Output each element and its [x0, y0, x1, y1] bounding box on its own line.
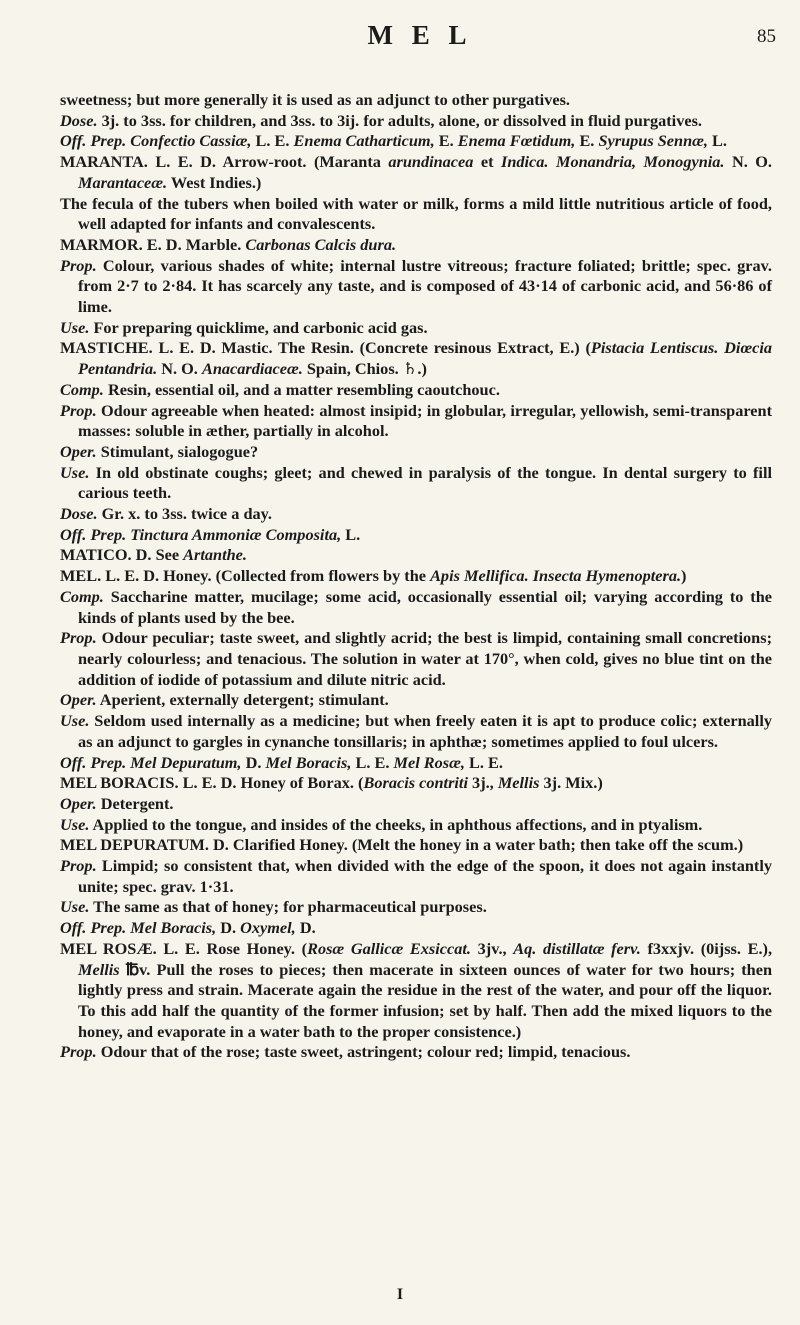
italic-text: Marantaceæ.: [78, 172, 168, 192]
entry-paragraph: [60, 566, 772, 587]
text-run: MATICO. D. See: [60, 545, 184, 565]
text-run: Spain, Chios. ♄.): [302, 359, 427, 379]
text-run: Stimulant, sialogogue?: [96, 441, 259, 461]
text-run: Odour that of the rose; taste sweet, astringent; colour red; limpid, tenacious.: [96, 1042, 631, 1062]
entry-paragraph: [60, 856, 772, 897]
text-run: 3j. to 3ss. for children, and 3ss. to 3ij. for adults, alone, or dissolved in fluid purgatives.: [97, 110, 702, 130]
text-run: et: [473, 152, 501, 172]
entry-paragraph: [60, 111, 772, 132]
italic-text: Carbonas Calcis dura.: [245, 234, 397, 254]
text-run: sweetness; but more generally it is used as an adjunct to other purgatives.: [60, 90, 570, 109]
italic-text: Comp.: [60, 379, 104, 399]
italic-text: Off. Prep. Mel Boracis,: [60, 918, 217, 938]
entry-paragraph: [60, 152, 772, 193]
italic-text: Prop.: [60, 856, 97, 876]
text-run: Saccharine matter, mucilage; some acid, occasionally essential oil; varying according to the kinds of plants used by the bee.: [78, 586, 772, 627]
italic-text: Pistacia Lentiscus. Diœcia Pentandria.: [78, 338, 772, 379]
entry-paragraph: [60, 235, 772, 256]
entry-paragraph: [60, 753, 772, 774]
text-run: N. O.: [724, 152, 772, 172]
entry-paragraph: [60, 897, 772, 918]
text-run: West Indies.): [167, 172, 262, 192]
entry-paragraph: [60, 918, 772, 939]
text-run: MASTICHE. L. E. D. Mastic. The Resin. (Concrete resinous Extract, E.) (: [60, 338, 591, 358]
italic-text: Syrupus Sennæ,: [598, 131, 708, 151]
text-run: E.: [575, 131, 599, 151]
entry-paragraph: [60, 773, 772, 794]
entry-paragraph: [60, 587, 772, 628]
italic-text: Use.: [60, 897, 90, 917]
italic-text: Apis Mellifica. Insecta Hymenoptera.: [430, 566, 682, 586]
italic-text: Artanthe.: [183, 545, 247, 565]
text-run: L. E.: [464, 752, 503, 772]
entry-paragraph: [60, 90, 772, 111]
entry-paragraph: [60, 794, 772, 815]
signature-mark: I: [396, 1286, 404, 1303]
entry-paragraph: [60, 815, 772, 836]
text-run: MARANTA. L. E. D. Arrow-root. (Maranta: [60, 152, 389, 172]
page-number: 85: [757, 26, 776, 47]
italic-text: Anacardiaceæ.: [201, 359, 303, 379]
italic-text: Use.: [60, 711, 90, 731]
text-run: 3j. Mix.): [539, 773, 603, 793]
entry-paragraph: [60, 256, 772, 318]
italic-text: Off. Prep. Mel Depuratum,: [60, 752, 242, 772]
text-run: L.: [707, 131, 727, 151]
italic-text: Prop.: [60, 400, 97, 420]
italic-text: Mellis: [78, 959, 120, 979]
entry-paragraph: [60, 194, 772, 235]
text-run: Colour, various shades of white; internal lustre vitreous; fracture foliated; brittle; spec. grav. from 2·7 to 2·84. It has scarcely any taste, and is composed of 43·14 of carbonic acid, and 56·86 of lime.: [78, 255, 772, 317]
text-run: L.: [341, 524, 361, 544]
entry-paragraph: [60, 690, 772, 711]
entry-paragraph: [60, 131, 772, 152]
entry-paragraph: [60, 318, 772, 339]
italic-text: Oper.: [60, 793, 97, 813]
text-run: D.: [295, 918, 316, 938]
italic-text: Oper.: [60, 441, 97, 461]
text-run: Aperient, externally detergent; stimulant.: [96, 690, 389, 710]
text-run: Applied to the tongue, and insides of the cheeks, in aphthous affections, and in ptyalism.: [89, 814, 703, 834]
entry-paragraph: [60, 545, 772, 566]
italic-text: Dose.: [60, 110, 98, 130]
entry-paragraph: [60, 628, 772, 690]
text-run: D.: [216, 918, 241, 938]
italic-text: Off. Prep. Confectio Cassiæ,: [60, 131, 252, 151]
text-run: MEL. L. E. D. Honey. (Collected from flowers by the: [60, 566, 431, 586]
text-run: ℔v. Pull the roses to pieces; then macerate in sixteen ounces of water for two hours; then lightly press and strain. Macerate again the residue in the rest of the water, and pour off the liquor. To this add half the quantity of the former infusion; set by half. Then add the mixed liquors to the honey, and evaporate in a water bath to the proper consistence.): [78, 959, 772, 1041]
italic-text: Use.: [60, 317, 90, 337]
text-run: For preparing quicklime, and carbonic acid gas.: [89, 317, 428, 337]
italic-text: Prop.: [60, 628, 97, 648]
entry-paragraph: [60, 711, 772, 752]
text-run: Odour peculiar; taste sweet, and slightly acrid; the best is limpid, containing small concretions; nearly colourless; and tenacious. The solution in water at 170°, when cold, gives no blue tint on the addition of iodide of potassium and dilute nitric acid.: [78, 628, 772, 689]
text-run: f3xxjv. (0ijss. E.),: [640, 938, 773, 958]
italic-text: Boracis contriti: [363, 773, 468, 793]
italic-text: Mel Boracis,: [265, 752, 352, 772]
italic-text: Off. Prep. Tinctura Ammoniæ Composita,: [60, 524, 342, 544]
text-run: Odour agreeable when heated: almost insipid; in globular, irregular, yellowish, semi-transparent masses: soluble in æther, partially in alcohol.: [78, 400, 772, 441]
italic-text: Rosæ Gallicæ Exsiccat.: [307, 938, 471, 958]
italic-text: Enema Catharticum,: [293, 131, 435, 151]
entry-paragraph: [60, 1042, 772, 1063]
text-run: ): [681, 566, 687, 586]
entry-paragraph: [60, 338, 772, 379]
italic-text: Oper.: [60, 690, 97, 710]
italic-text: Indica. Monandria, Monogynia.: [501, 152, 725, 172]
entry-paragraph: [60, 401, 772, 442]
italic-text: Use.: [60, 462, 90, 482]
text-run: Resin, essential oil, and a matter resembling caoutchouc.: [103, 379, 500, 399]
italic-text: Mel Rosæ,: [393, 752, 465, 772]
entry-paragraph: [60, 939, 772, 1043]
text-run: Limpid; so consistent that, when divided with the edge of the spoon, it does not again instantly unite; spec. grav. 1·31.: [78, 856, 772, 896]
entry-paragraph: [60, 380, 772, 401]
italic-text: Dose.: [60, 504, 98, 524]
text-run: L. E.: [251, 131, 294, 151]
entry-paragraph: [60, 463, 772, 504]
entry-paragraph: [60, 504, 772, 525]
text-run: The fecula of the tubers when boiled with water or milk, forms a mild little nutritious article of food, well adapted for infants and convalescents.: [60, 193, 772, 234]
page-header: [60, 18, 780, 58]
text-run: MEL ROSÆ. L. E. Rose Honey. (: [60, 938, 308, 958]
italic-text: Enema Fœtidum,: [457, 131, 576, 151]
text-run: 3j.,: [467, 773, 498, 793]
body-text: [60, 90, 772, 1063]
text-run: Gr. x. to 3ss. twice a day.: [97, 504, 272, 524]
text-run: Seldom used internally as a medicine; but when freely eaten it is apt to produce colic; externally as an adjunct to gargles in cynanche tonsillaris; in aphthæ; sometimes applied to foul ulcers.: [78, 711, 772, 751]
italic-text: Aq. distillatæ ferv.: [513, 938, 641, 958]
italic-text: Use.: [60, 814, 90, 834]
entry-paragraph: [60, 835, 772, 856]
text-run: L. E.: [351, 752, 394, 772]
italic-text: arundinacea: [388, 152, 474, 172]
text-run: MARMOR. E. D. Marble.: [60, 234, 246, 254]
text-run: N. O.: [157, 359, 202, 379]
text-run: Detergent.: [96, 793, 174, 813]
text-run: MEL DEPURATUM. D. Clarified Honey. (Melt the honey in a water bath; then take off the scum.): [60, 835, 744, 855]
italic-text: Comp.: [60, 586, 104, 606]
text-run: The same as that of honey; for pharmaceutical purposes.: [89, 897, 487, 917]
text-run: MEL BORACIS. L. E. D. Honey of Borax. (: [60, 773, 364, 793]
text-run: E.: [434, 131, 458, 151]
text-run: D.: [241, 752, 266, 772]
italic-text: Mellis: [497, 773, 540, 793]
italic-text: Oxymel,: [240, 918, 296, 938]
italic-text: Prop.: [60, 255, 97, 275]
text-run: In old obstinate coughs; gleet; and chewed in paralysis of the tongue. In dental surgery to fill carious teeth.: [78, 462, 772, 503]
running-head: M E L: [367, 20, 473, 50]
entry-paragraph: [60, 442, 772, 463]
entry-paragraph: [60, 525, 772, 546]
italic-text: Prop.: [60, 1042, 97, 1062]
text-run: 3jv.,: [470, 938, 514, 958]
